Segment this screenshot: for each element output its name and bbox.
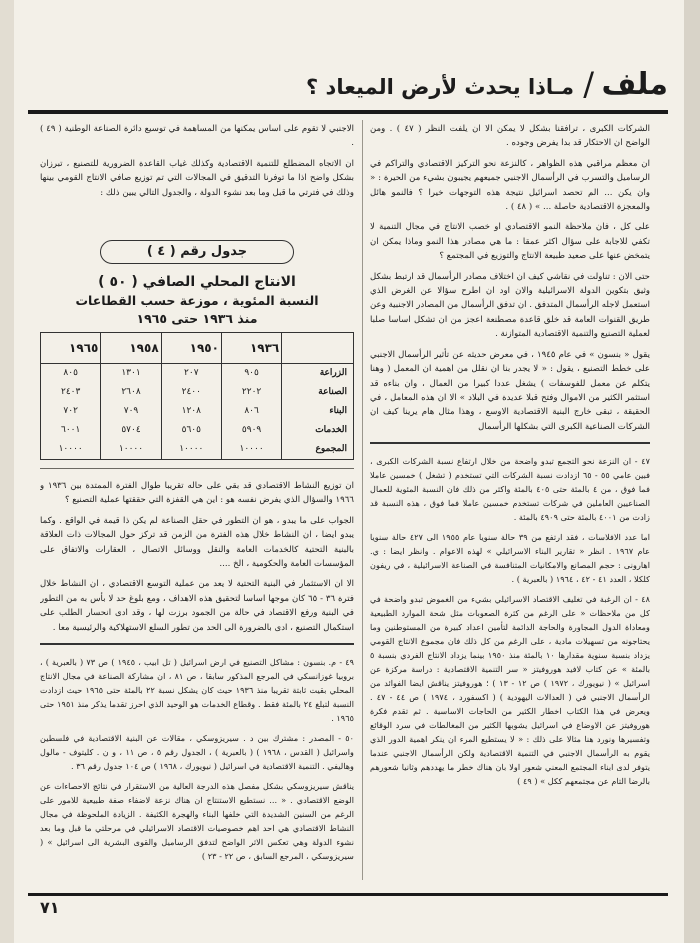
body-paragraph: الا ان الاستثمار في البنية التحتية لا يعد من عملية التوسع الاقتصادي ، ان النشاط خلال فترة ٣٦ - ٦٥ كان موجها اساسا لتحقيق هذه الاهداف ، ومع بلوغ حد لا بأس به من التطور في البنية ورفع الاقتصاد في حالة من الجمود برزت لها ، وقد ادى انحسار الطلب على استكمال التصنيع ، ادى بالضرورة الى الحد من تطور السلع الاستهلاكية والرئيسية معا . (40, 579, 354, 633)
body-paragraph: على كل ، فان ملاحظة النمو الاقتصادي او خصب الانتاج في مجال التنمية لا تكفي للاجابة على سؤال اكثر عمقا : ما هي مصادر هذا النمو وماذا يمكن ان يتمخض عنها على صعيد طبيعة الانتاج والتوزيع في المجتمع ؟ (370, 222, 650, 262)
footnote: ٤٧ - ان النزعة نحو التجمع تبدو واضحة من خلال ارتفاع نسبة الشركات الكبرى ، فبين عامي ٥٥ - ٦٥ ازدادت نسبة الشركات التي تستخدم ( تشغل ) خمسين عاملا فما فوق ، من ٤ بالمئة حتى ٤٠٥ بالمئة واكثر من ذلك فان النسبة المئوية للعمال الصناعيين العاملين في شركات تستخدم خمسين عاملا فما فوق ، هذه النسبة قد زادت من ٤٠٠١ بالمئة حتى ٤٩٠٩ بالمئة . (370, 456, 650, 523)
body-paragraph: ان معظم مراقبي هذه الظواهر ، كالنزعة نحو التركيز الاقتصادي والتراكم في الرساميل والتسرب في الرأسمال الاجنبي جميعهم يجيبون بشيء من الحيرة : « وان يكن ... الم تحصد اسرائيل نتيجة هذه التوجهات خيرا ؟ فالنمو هائل والمعجزة الاقتصادية حاصلة ... » ( ٤٨ ) . (370, 158, 650, 213)
row-label: البناء (282, 402, 354, 421)
table-cell: ٢٢٠٢ (221, 383, 281, 402)
table-cell: ١٠٠٠٠ (41, 440, 101, 460)
table-header-cell (282, 333, 354, 364)
footnotes (40, 655, 354, 863)
table-header-cell: ١٩٥٠ (161, 333, 221, 364)
table-cell: ١٣٠١ (101, 364, 161, 384)
table-cell: ٢٤٠٣ (41, 383, 101, 402)
footnote-separator (40, 643, 354, 645)
column-divider (362, 120, 363, 880)
table-cell: ٥٧٠٤ (101, 421, 161, 440)
table-cell: ٥٦٠٥ (161, 421, 221, 440)
table-row (41, 364, 354, 384)
footnote: ٥٠ - المصدر : مشترك بين د . سيريزوسكي ، مقالات عن البنية الاقتصادية في فلسطين واسرائيل ( القدس ، ١٩٦٨ ) ( بالعبرية ) ، الجدول رقم ٥ ، ص ١١ ، و ن . كليتوف - مالول وهاليفي . التنمية الاقتصادية في اسرائيل ( نيويورك ، ١٩٦٨ ) ص ١٠٤ جدول رقم ٣٦ . (40, 733, 354, 772)
table-number-label: جدول رقم ( ٤ ) (100, 240, 294, 264)
footnote: يناقش سيريزوسكي بشكل مفصل هذه الدرجة العالية من الاستقرار في نتائج الاحصاءات عن الوضع الاقتصادي . « ... نستطيع الاستنتاج ان هناك نزعة لاضفاء صفة طبيعية للامور على الرغم من السنين الشديدة التي خلفها البناء والهجرة الكثيفة . الزيادة الملحوظة في مجال النشاط الاقتصادي هي احد اهم خصوصيات الاقتصاد الاسرائيلي في مرحلتي ما قبل وما بعد نشوء الدولة وهي تعكس الاثر الواضح لتدفق الرساميل والقوى البشرية الى اسرائيل » ( سيريزوسكي ، المرجع السابق ، ص ٢٢ - ٢٣ ) (40, 781, 354, 862)
body-paragraph: الجواب على ما يبدو ، هو ان التطور في حقل الصناعة لم يكن ذا قيمة في الواقع . وكما يبدو ايضا ، ان النشاط خلال هذه الفترة من الزمن قد تركز حول المجالات ذات العلاقة بالبنية التحتية كالخدمات العامة والنقل ووسائل الاتصال ، العقارات والاتفاق على المؤسسات العامة والحكومية ، الخ .... (40, 515, 354, 570)
page-title: مـاذا يحدث لأرض الميعاد ؟ (306, 75, 574, 99)
table-row (41, 440, 354, 460)
table-header-cell: ١٩٥٨ (101, 333, 161, 364)
table-cell: ١٠٠٠٠ (161, 440, 221, 460)
body-paragraph: يقول « بنسون » في عام ١٩٤٥ ، في معرض حديثه عن تأثير الرأسمال الاجنبي على خطط التصنيع ، يقول : « لا يجدر بنا ان نقلل من اهمية ان المعمل ( وهنا يتكلم عن معمل للفوسفات ) يشغل عددا كبيرا من العمال ، وان بناءه قد استثمر الكثير من الاموال وفتح قبلا عديدة في البلاد » الا ان هذه المعامل ، في الحقيقة ، تبقى خارج البنية الاقتصادية الاوسع ، وهذا مثال هام يرينا كيف ان الشركات الصناعية الكبرى التي بشكلها الرأسمال (370, 349, 650, 432)
body-paragraph: ان توزيع النشاط الاقتصادي قد بقي على حاله تقريبا طوال الفترة الممتدة بين ١٩٣٦ و ١٩٦٦ والسؤال الذي يفرض نفسه هو : اين هي القفزة التي حققتها عملية التصنيع ؟ (40, 481, 354, 506)
header-rule (28, 110, 668, 114)
table-cell: ٩٠٥ (221, 364, 281, 384)
footnote: اما عدد الافلاسات ، فقد ارتفع من ٣٩ حالة سنويا عام ١٩٥٥ الى ٤٢٧ حالة سنويا عام ١٩٦٧ . انظر « تقارير البناء الاسرائيلي » لهذه الاعوام . وانظر ايضا : ي. اهارونى : حجم المصانع والامكانيات المتنافسة في الصناعة الاسرائيلية ، في ريفون كلكلا ، العدد ٤١ - ٤٢ ، ١٩٦٤ ( بالعبرية ) . (370, 532, 650, 585)
table-row (41, 402, 354, 421)
body-paragraph: ان الاتجاه المضطلع للتنمية الاقتصادية وكذلك غياب القاعدة الضرورية للتصنيع ، تبرزان بشكل واضح اذا ما توفرنا التدقيق في المجالات التي تم توزيع صافي الانتاج القومي بينها وذلك في فترتي ما قبل وما بعد نشوء الدولة ، والجدول التالي يبين ذلك : (40, 158, 354, 198)
table-cell: ٢٦٠٨ (101, 383, 161, 402)
table-cell: ٧٠٢ (41, 402, 101, 421)
table-cell: ٢٤٠٠ (161, 383, 221, 402)
footnote: ٤٩ - م. بنسون : مشاكل التصنيع في ارض اسرائيل ( تل ابيب ، ١٩٤٥ ) ص ٧٣ ( بالعبرية ) ، بروبيا غوزانسكي في المرجع المذكور سابقا ، ص ٨١ ، ان مشاركة الصناعة في مجال الانتاج المحلي بقيت ثابتة تقريبا منذ ١٩٣٦ حيث كان يشكل نسبة ٢٢ بالمئة حتى ١٩٦٥ حيث ازدادت النسبة لتبلغ ٢٤ بالمئة فقط . وقطاع الخدمات هو الوحيد الذي احرز تقدما يذكر منذ ١٩٥١ حتى ١٩٦٥ . (40, 657, 354, 724)
table-subtitle: منذ ١٩٣٦ حتى ١٩٦٥ (136, 311, 258, 326)
intro-block (40, 122, 354, 234)
body-paragraph: الاجنبي لا تقوم على اساس يمكنها من المساهمة في توسيع دائرة الصناعة الوطنية ( ٤٩ ) . (40, 124, 354, 149)
section-separator (40, 468, 354, 469)
footnote: ٤٨ - ان الرغبة في تغليف الاقتصاد الاسرائيلي بشيء من الغموض تبدو واضحة في كل من ملاحظات « على الرغم من كثرة الصعوبات مثل شحة الموارد الطبيعية ومعاداة الدول المجاورة والحاجة الدائمة لتأمين اعداد كبيرة من المستوطنين وما يحتاجونه من تسهيلات مادية ، على الرغم من كل ذلك فان مجموع الانتاج القومي يزداد بنسبة سنوية مقدارها ١٠ بالمئة منذ ١٩٥٠ بينما يزداد الانتاج الفردي بنسبة ٥ بالمئة » عن كتاب لافيد هوروفيتز « سر التنمية الاقتصادية : دراسة مركزة عن اسرائيل » ( نيويورك ، ١٩٧٢ ) ص ١٢ - ١٣ ) ؛ هوروفيتز يناقش ايضا الفوائد من الرأسمال الاجنبي في ( العدالات اليهودية ) ( اكسفورد ، ١٩٧٤ ) ص ٤٤ - ٤٧ . ويعرض في هذا الكتاب اخطار الكثير من الحاجات الاساسية . ثم تقدم فكرة هوروفيتز عن الاوضاع في اسرائيل يشوبها الكثير من المغالطات في سرد الوقائع وتفسيرها ونورد هنا مثالا على ذلك : « لا يستطيع المرء ان ينكر اهمية الدور الذي يقوم به الرأسمال الاجنبي في التنمية الاقتصادية ولكن الرأسمال الاجنبي عندما يتوفر لدى ابناء المجتمع المعني شعور اولا بان هناك خطر ما يهددهم وثانيا شعورهم بالرضا التام عن مجتمعهم ككل » ( ٤٩ ) (370, 594, 650, 787)
gdp-sector-table (40, 332, 354, 460)
table-cell: ٥٩٠٩ (221, 421, 281, 440)
table-subtitle: النسبة المئوية ، موزعة حسب القطاعات (75, 293, 319, 308)
table-cell: ٦٠٠١ (41, 421, 101, 440)
left-column (40, 122, 354, 892)
row-label: الصناعة (282, 383, 354, 402)
right-column (370, 122, 650, 892)
header-slash: / (583, 65, 594, 103)
row-label: المجموع (282, 440, 354, 460)
table-header-cell: ١٩٦٥ (41, 333, 101, 364)
page-shadow-right (684, 0, 700, 943)
table-row (41, 421, 354, 440)
footnote-separator (370, 442, 650, 444)
table-cell: ١٠٠٠٠ (101, 440, 161, 460)
table-cell: ٨٠٦ (221, 402, 281, 421)
table-cell: ٨٠٥ (41, 364, 101, 384)
page-shadow-left (0, 0, 14, 943)
table-cell: ١٢٠٨ (161, 402, 221, 421)
page-number: ٧١ (40, 898, 60, 917)
footnotes (370, 454, 650, 788)
body-paragraph: الشركات الكبرى ، ترافقنا بشكل لا يمكن الا ان يلفت النظر ( ٤٧ ) . ومن الواضح ان الاحتكار قد بدا يفرض وجوده . (370, 124, 650, 149)
section-badge: ملف (601, 67, 668, 102)
table-title: الانتاج المحلي الصافي ( ٥٠ ) (98, 274, 296, 290)
table-header-cell: ١٩٣٦ (221, 333, 281, 364)
row-label: الخدمات (282, 421, 354, 440)
table-cell: ١٠٠٠٠ (221, 440, 281, 460)
page-header (28, 66, 668, 110)
table-cell: ٧٠٩ (101, 402, 161, 421)
footer-rule (28, 893, 668, 896)
body-paragraph: حتى الان : تناولت في نقاشي كيف ان اختلاف مصادر الرأسمال قد ارتبط بشكل وثيق بتكوين الدولة الاسرائيلية والان اود ان اطرح سؤالا عن الغرض الذي استعمل لاجله الرأسمال المتدفق . ان تدفق الرأسمال من المصادر الاجنبية وعن طريق القنوات العامة قد خلق قاعدة مصطنعة اعجز من ان تشكل اساسا صلبا لعملية التصنيع والتنمية الاقتصادية المتوازنة . (370, 271, 650, 340)
row-label: الزراعة (282, 364, 354, 384)
table-header-row (41, 333, 354, 364)
table-cell: ٢٠٧ (161, 364, 221, 384)
table-row (41, 383, 354, 402)
table-heading (40, 272, 354, 328)
